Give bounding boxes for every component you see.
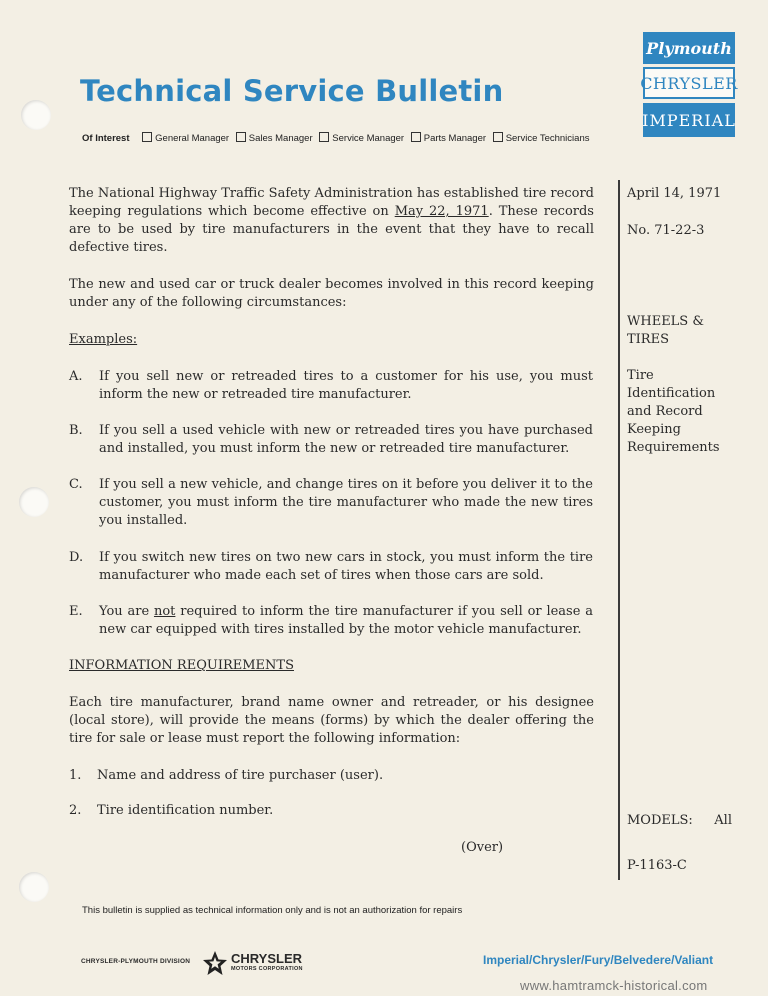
of-interest-label: Of Interest (82, 133, 130, 144)
checkbox-icon (493, 132, 503, 142)
bulletin-number: No. 71-22-3 (627, 223, 705, 238)
audience-label: Parts Manager (423, 133, 487, 144)
division-label: CHRYSLER-PLYMOUTH DIVISION (81, 958, 191, 965)
audience-label: Service Manager (332, 133, 405, 144)
audience-label: Service Technicians (505, 133, 590, 144)
audience-label: Sales Manager (248, 133, 313, 144)
pentastar-icon (202, 950, 228, 976)
corporation-subtitle: MOTORS CORPORATION (231, 966, 303, 972)
punch-hole (21, 100, 51, 130)
plymouth-logo: Plymouth (643, 32, 735, 64)
involvement-paragraph: The new and used car or truck dealer becomes involved in this record keeping under any of the following circumstances: (69, 277, 594, 310)
effective-date: May 22, 1971 (394, 204, 489, 219)
information-paragraph: Each tire manufacturer, brand name owner and retreader, or his designee (local store), will provide the means (forms) by which the dealer offering the tire for sale or lease must report the following information: (69, 695, 594, 746)
checkbox-icon (142, 132, 152, 142)
models-line: Imperial/Chrysler/Fury/Belvedere/Valiant (483, 953, 714, 967)
punch-hole (19, 487, 49, 517)
page-title: Technical Service Bulletin (80, 74, 504, 108)
footer-disclaimer: This bulletin is supplied as technical information only and is not an authorization for repairs (82, 905, 463, 916)
form-number: P-1163-C (627, 858, 687, 873)
checkbox-icon (411, 132, 421, 142)
models: MODELS: All (627, 813, 732, 828)
over-note: (Over) (461, 840, 504, 855)
intro-paragraph: The National Highway Traffic Safety Administration has established tire record keeping regulations which become effective on May 22, 1971. These records are to be used by tire manufacturers in the event that they have to recall defective tires. (69, 186, 594, 255)
not-emphasis: not (153, 604, 176, 619)
bulletin-date: April 14, 1971 (627, 186, 722, 201)
category: WHEELS & TIRES (627, 314, 704, 347)
examples-heading: Examples: (69, 332, 138, 347)
checkbox-icon (236, 132, 246, 142)
chrysler-logo: CHRYSLER (643, 67, 735, 99)
of-interest-row (82, 132, 589, 144)
imperial-logo: IMPERIAL (643, 103, 735, 137)
subject: Tire Identification and Record Keeping Requirements (627, 368, 720, 455)
punch-hole (19, 872, 49, 902)
information-requirements-heading: INFORMATION REQUIREMENTS (69, 658, 294, 673)
corporation-name: CHRYSLER (231, 951, 303, 966)
checkbox-icon (319, 132, 329, 142)
audience-label: General Manager (155, 133, 230, 144)
column-divider (618, 180, 620, 880)
watermark: www.hamtramck-historical.com (520, 978, 708, 993)
